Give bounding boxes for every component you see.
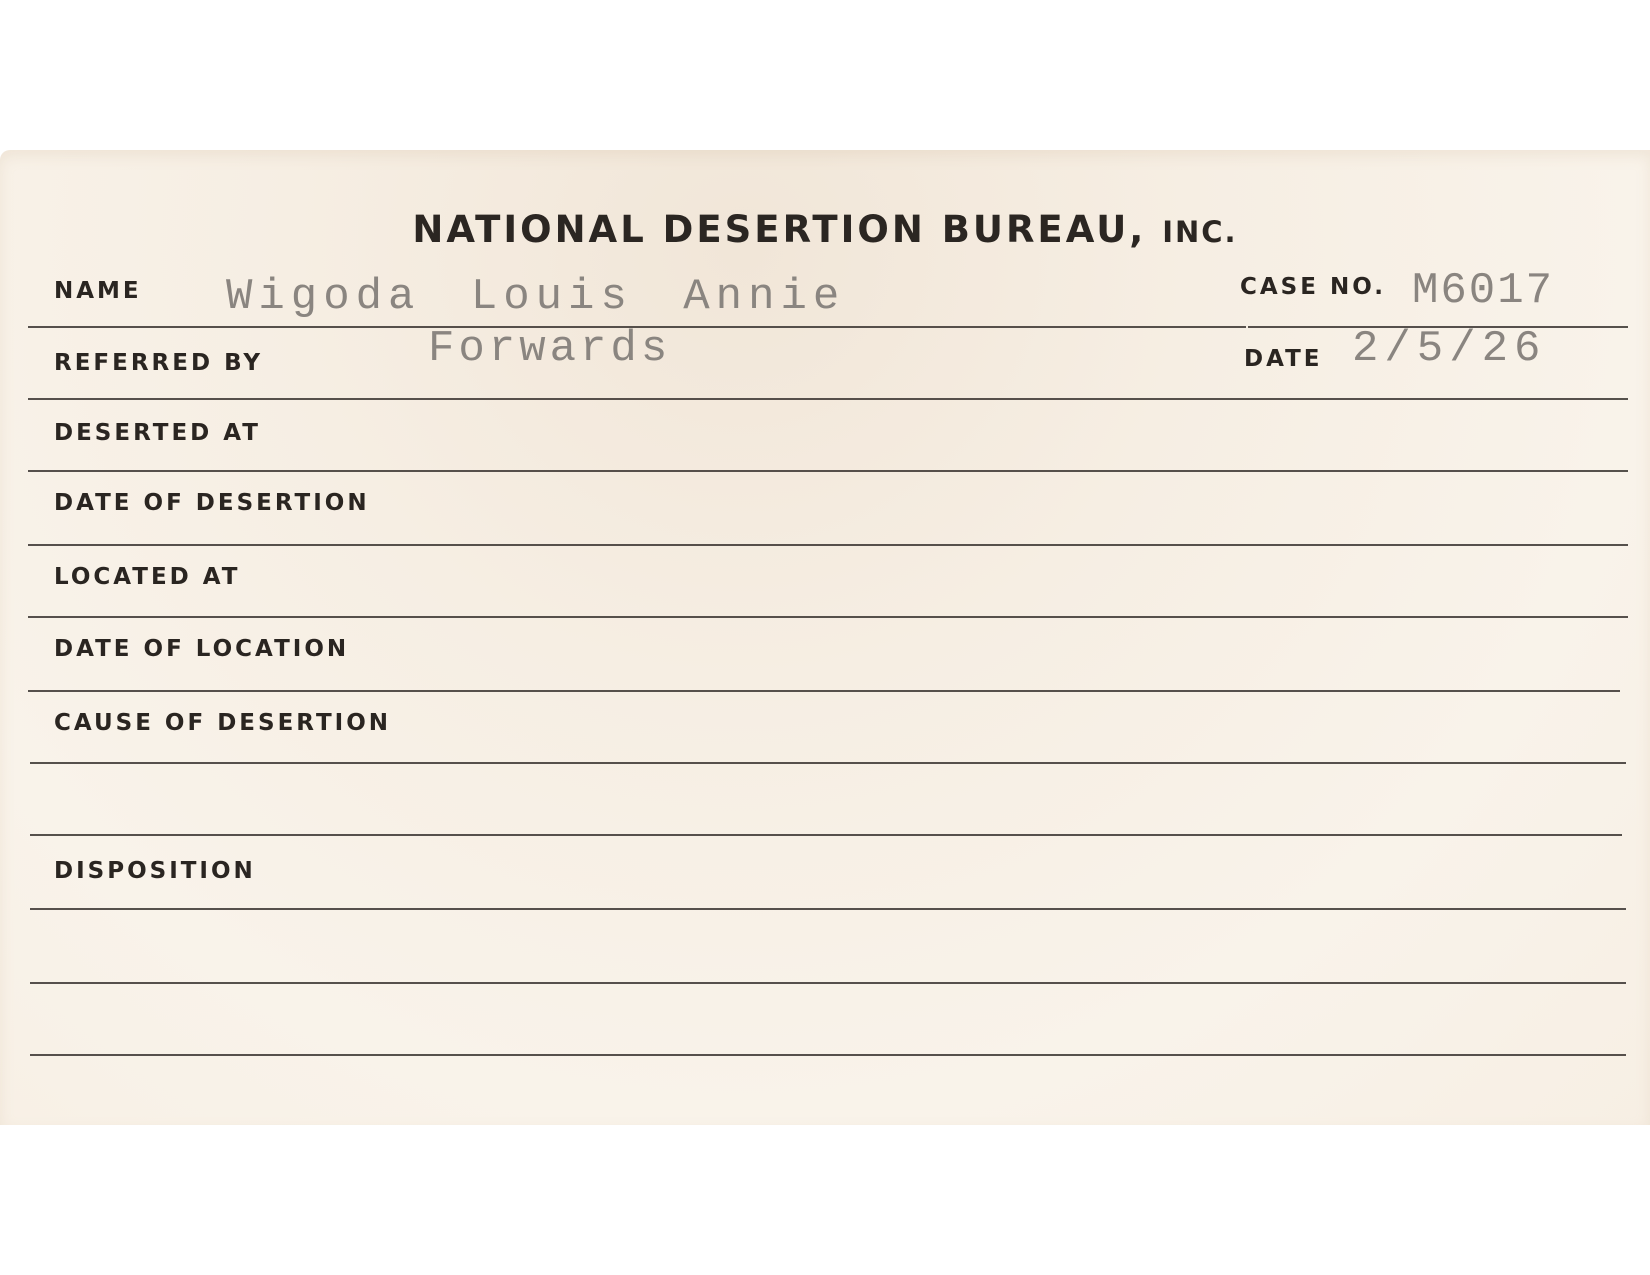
date-of-desertion-rule bbox=[28, 544, 1628, 546]
cause-of-desertion-rule bbox=[30, 762, 1626, 764]
index-card bbox=[0, 150, 1650, 1125]
referred-by-rule bbox=[28, 398, 1628, 400]
name-value: Wigoda Louis Annie bbox=[226, 272, 846, 322]
cause-of-desertion-label: CAUSE OF DESERTION bbox=[54, 710, 392, 736]
card-heading bbox=[0, 208, 1650, 251]
case-no-value: M6017 bbox=[1412, 266, 1555, 316]
blank-rule-2 bbox=[30, 982, 1626, 984]
disposition-rule bbox=[30, 908, 1626, 910]
located-at-rule bbox=[28, 616, 1628, 618]
bureau-title: NATIONAL DESERTION BUREAU, bbox=[412, 208, 1147, 251]
deserted-at-rule bbox=[28, 470, 1628, 472]
date-value: 2/5/26 bbox=[1352, 324, 1547, 374]
disposition-label: DISPOSITION bbox=[54, 858, 256, 884]
referred-by-label: REFERRED BY bbox=[54, 350, 264, 376]
referred-by-value: Forwards bbox=[428, 324, 672, 374]
name-label: NAME bbox=[54, 278, 142, 304]
date-of-desertion-label: DATE OF DESERTION bbox=[54, 490, 370, 516]
date-label: DATE bbox=[1244, 346, 1323, 372]
date-of-location-rule bbox=[28, 690, 1620, 692]
bureau-title-suffix: INC. bbox=[1162, 215, 1238, 249]
blank-rule-1 bbox=[30, 834, 1622, 836]
blank-rule-3 bbox=[30, 1054, 1626, 1056]
deserted-at-label: DESERTED AT bbox=[54, 420, 261, 446]
date-of-location-label: DATE OF LOCATION bbox=[54, 636, 350, 662]
case-no-label: CASE NO. bbox=[1240, 274, 1386, 300]
located-at-label: LOCATED AT bbox=[54, 564, 241, 590]
